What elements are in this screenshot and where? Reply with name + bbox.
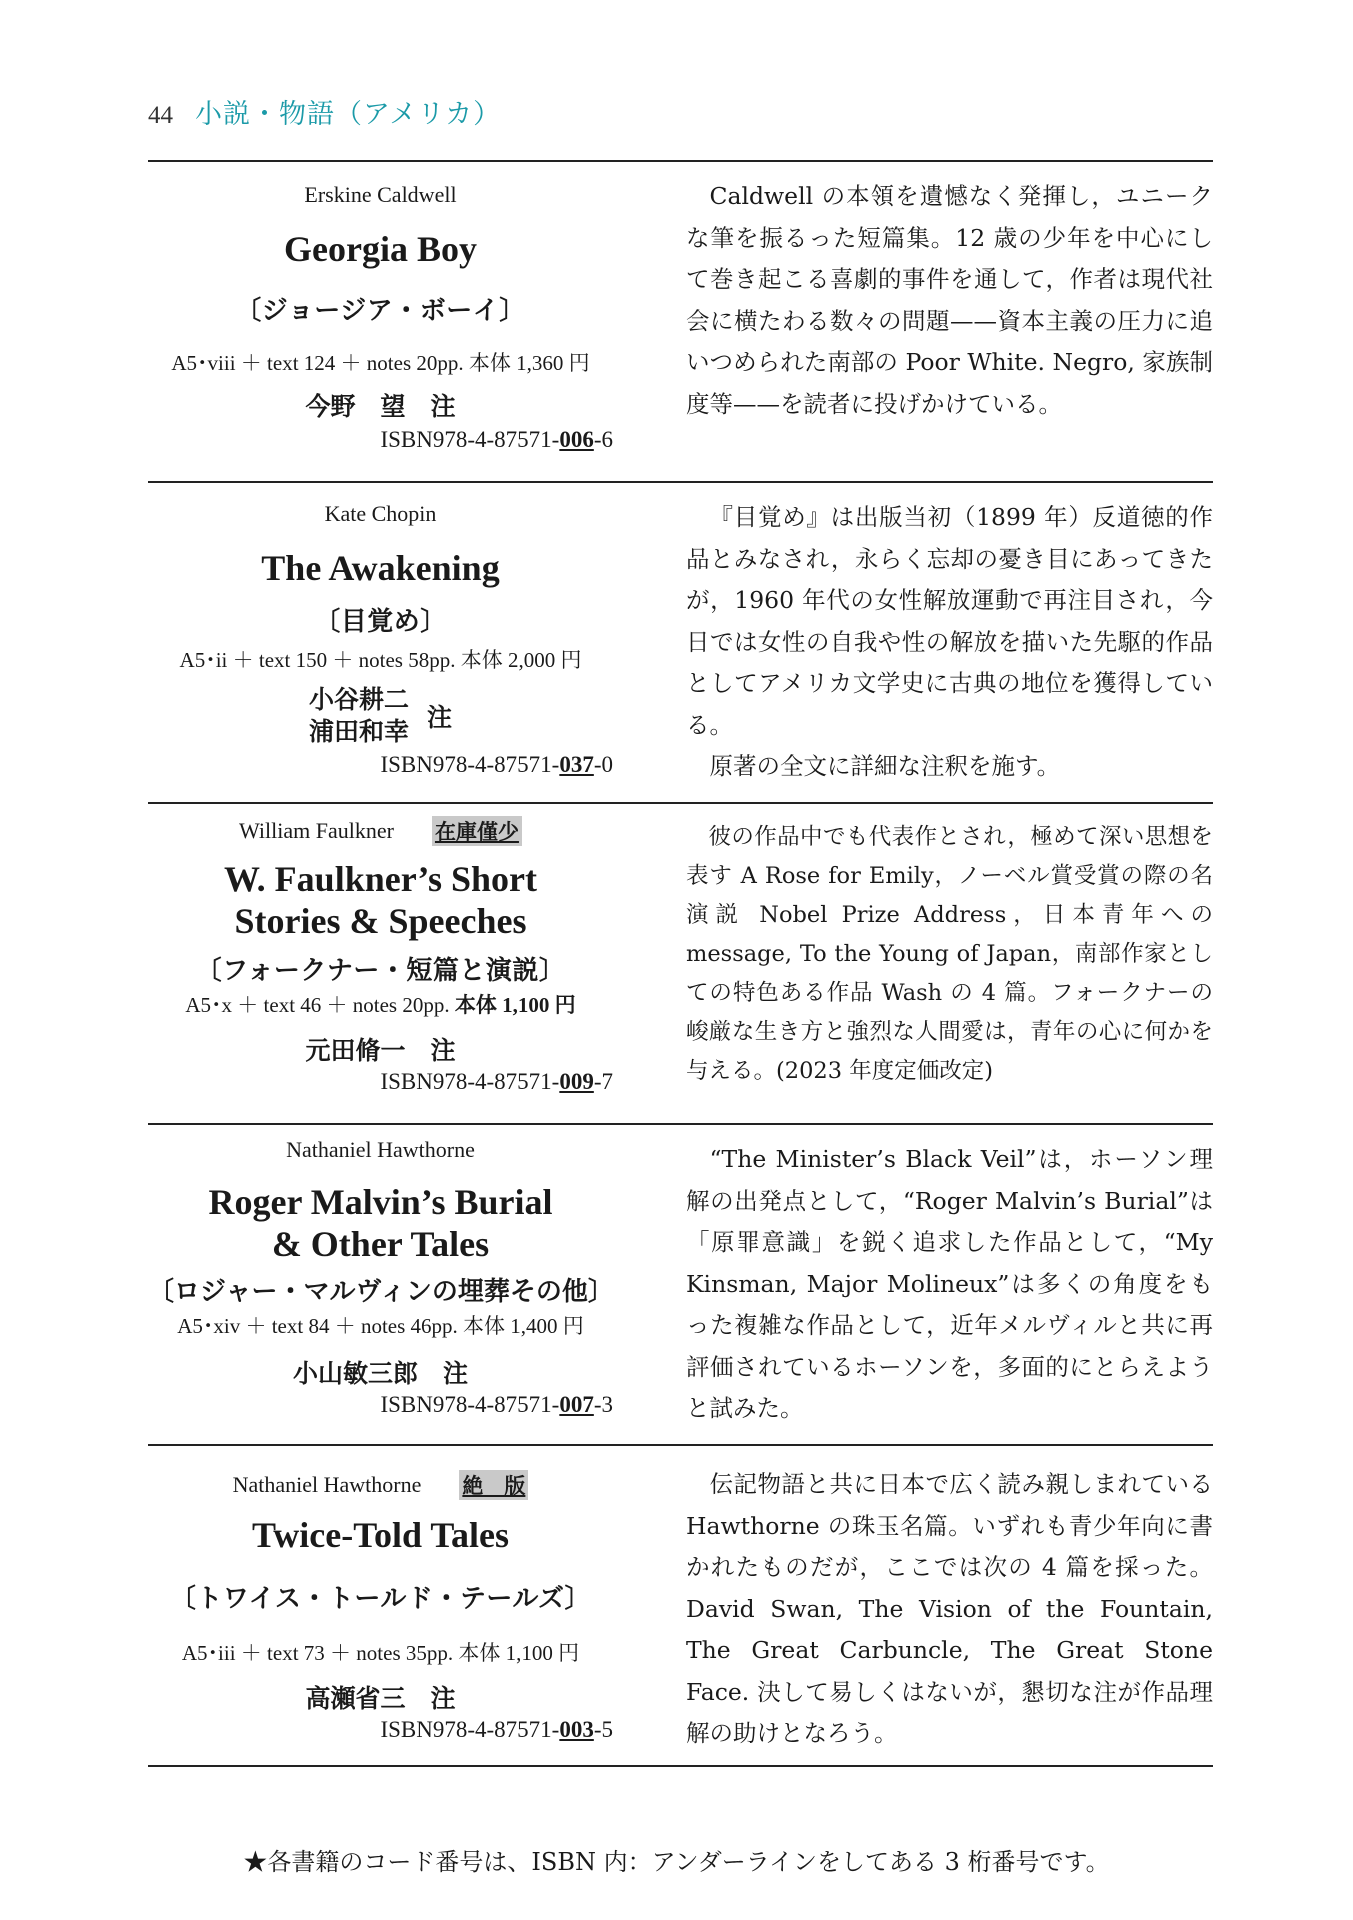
book-info	[148, 481, 613, 778]
book-info	[148, 1123, 613, 1418]
book-jp-title: 〔トワイス・トールド・テールズ〕	[169, 1584, 592, 1614]
book-author: William Faulkner 在庫僅少	[148, 816, 613, 846]
isbn-code: 003	[559, 1717, 594, 1742]
book-title: The Awakening	[261, 548, 500, 588]
book-spec: A5･x ＋ text 46 ＋ notes 20pp. 本体 1,100 円	[185, 993, 576, 1017]
book-entry	[148, 160, 1213, 481]
isbn-code: 009	[559, 1069, 594, 1094]
book-editor: 小山敏三郎 注	[292, 1359, 469, 1388]
book-jp-title: 〔ジョージア・ボーイ〕	[235, 296, 526, 326]
book-jp-title: 〔フォークナー・短篇と演説〕	[195, 956, 566, 986]
book-author: Nathaniel Hawthorne 絶 版	[148, 1470, 613, 1500]
book-author: Nathaniel Hawthorne	[286, 1137, 475, 1162]
book-description: “The Minister’s Black Veil”は，ホーソン理解の出発点として，“Roger Malvin’s Burial”は「原罪意識」を鋭く追求した作品として，“My Kinsman, Major Molineux”は多くの角度をもった複雑な作品として，近年メルヴィルと共に再評価されているホーソンを，多面的にとらえようと試みた。	[686, 1145, 1213, 1422]
book-jp-title: 〔ロジャー・マルヴィンの埋葬その他〕	[148, 1277, 614, 1307]
book-editor: 高瀬省三 注	[305, 1684, 456, 1713]
footer-note: ★各書籍のコード番号は、ISBN 内：アンダーラインをしてある 3 桁番号です。	[243, 1848, 1110, 1876]
page-number: 44	[148, 102, 173, 129]
isbn-code: 006	[559, 427, 594, 452]
page-header	[148, 92, 501, 132]
book-description: 伝記物語と共に日本で広く読み親しまれている Hawthorne の珠玉名篇。いずれも青少年向に書かれたものだが，ここでは次の 4 篇を採った。David Swan, The Vision of the Fountain, The Great Carbuncle, The Great Stone Face. 決して易しくはないが，懇切な注が作品理解の助けとなろう。	[686, 1470, 1213, 1747]
book-title: Georgia Boy	[284, 229, 477, 269]
book-editor: 元田脩一 注	[305, 1036, 456, 1065]
book-entry	[148, 481, 1213, 802]
book-jp-title: 〔目覚め〕	[314, 607, 447, 637]
stock-badge: 絶 版	[459, 1470, 528, 1500]
book-entry	[148, 1123, 1213, 1444]
book-isbn: ISBN978-4-87571-006-6	[380, 427, 613, 452]
book-isbn: ISBN978-4-87571-003-5	[380, 1717, 613, 1742]
isbn-code: 037	[559, 752, 594, 777]
book-info	[148, 160, 613, 453]
isbn-code: 007	[559, 1392, 594, 1417]
book-spec: A5･iii ＋ text 73 ＋ notes 35pp. 本体 1,100 円	[181, 1641, 580, 1665]
book-entry	[148, 802, 1213, 1123]
book-title: W. Faulkner’s Short Stories & Speeches	[223, 859, 538, 941]
book-isbn: ISBN978-4-87571-007-3	[380, 1392, 613, 1417]
book-spec: A5･ii ＋ text 150 ＋ notes 58pp. 本体 2,000 円	[179, 648, 582, 672]
book-spec: A5･viii ＋ text 124 ＋ notes 20pp. 本体 1,360 円	[171, 351, 590, 375]
book-isbn: ISBN978-4-87571-009-7	[380, 1069, 613, 1094]
book-description: Caldwell の本領を遺憾なく発揮し，ユニークな筆を振るった短篇集。12 歳の少年を中心にして巻き起こる喜劇的事件を通して，作者は現代社会に横たわる数々の問題——資本主義の圧力に追いつめられた南部の Poor White. Negro, 家族制度等——を読者に投げかけている。	[686, 182, 1213, 418]
book-info	[148, 1444, 613, 1743]
book-description: 彼の作品中でも代表作とされ，極めて深い思想を表す A Rose for Emily，ノーベル賞受賞の際の名演説 Nobel Prize Address，日本青年への message, To the Young of Japan，南部作家としての特色ある作品 Wash の 4 篇。フォークナーの峻厳な生き方と強烈な人間愛は，青年の心に何かを与える。(2023 年度定価改定)	[686, 824, 1213, 1084]
section-title: 小説・物語（アメリカ）	[195, 99, 502, 130]
book-title: Roger Malvin’s Burial & Other Tales	[208, 1182, 553, 1264]
book-author: Kate Chopin	[324, 501, 437, 526]
book-isbn: ISBN978-4-87571-037-0	[380, 752, 613, 777]
book-editor: 今野 望 注	[305, 392, 456, 421]
book-editor: 小谷耕二 浦田和幸 注	[308, 685, 453, 746]
divider	[148, 1765, 1213, 1767]
book-author: Erskine Caldwell	[304, 182, 457, 207]
stock-badge: 在庫僅少	[432, 816, 522, 846]
book-entry	[148, 1444, 1213, 1765]
book-info	[148, 802, 613, 1095]
book-title: Twice-Told Tales	[251, 1515, 510, 1555]
book-spec: A5･xiv ＋ text 84 ＋ notes 46pp. 本体 1,400 円	[177, 1314, 584, 1338]
book-description: 『目覚め』は出版当初（1899 年）反道徳的作品とみなされ，永らく忘却の憂き目にあってきたが，1960 年代の女性解放運動で再注目され，今日では女性の自我や性の解放を描いた先駆的作品としてアメリカ文学史に古典の地位を獲得している。 原著の全文に詳細な注釈を施す。	[686, 503, 1213, 780]
